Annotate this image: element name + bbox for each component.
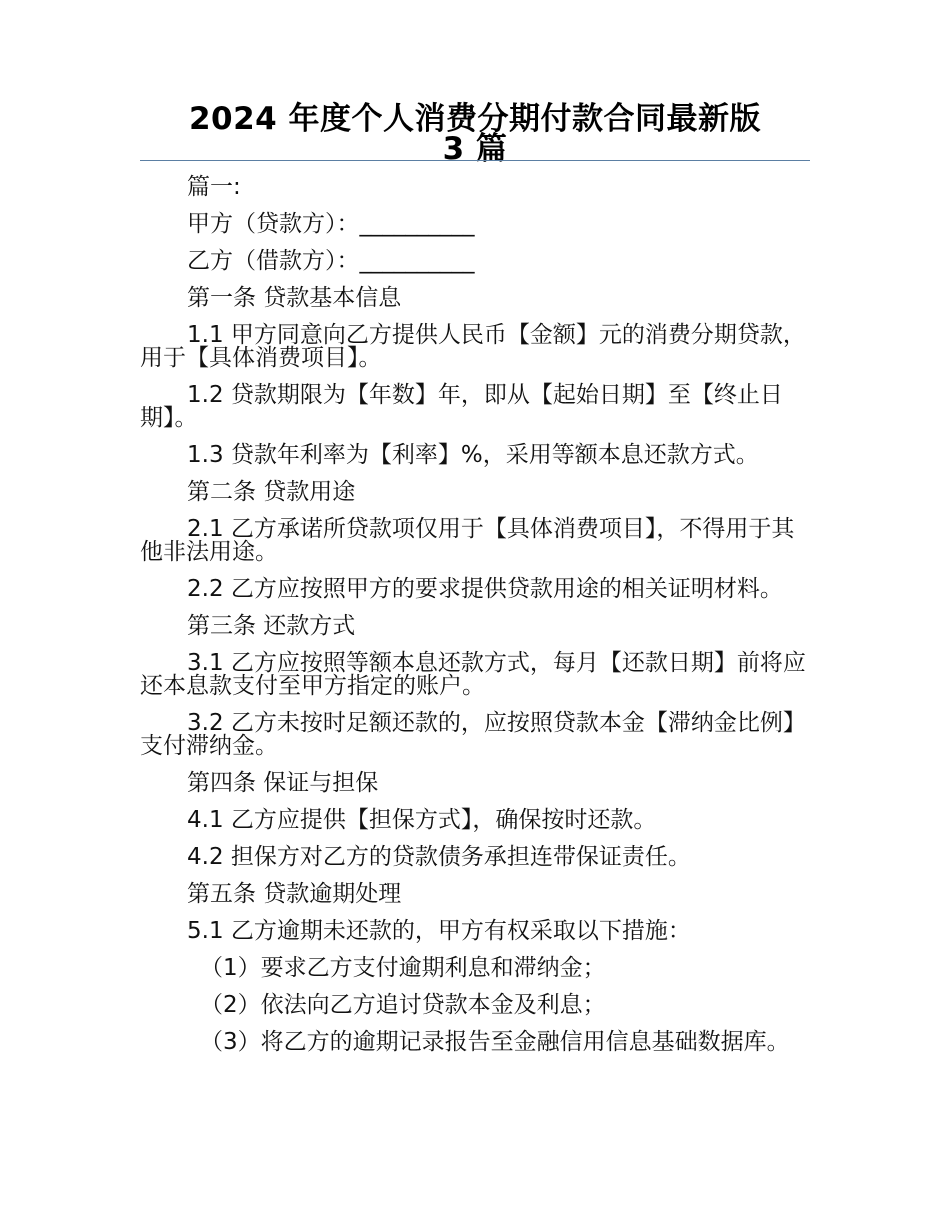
clause-paragraph: 1.2 贷款期限为【年数】年，即从【起始日期】至【终止日期】。 (140, 382, 783, 431)
sub-clause-item: （1）要求乙方支付逾期利息和滞纳金； (200, 955, 606, 981)
document-title (140, 101, 810, 167)
clause-paragraph: 5.1 乙方逾期未还款的，甲方有权采取以下措施： (187, 918, 691, 944)
clause-paragraph: 3.1 乙方应按照等额本息还款方式，每月【还款日期】前将应还本息款支付至甲方指定的账户。 (140, 650, 806, 699)
clause-paragraph: 4.2 担保方对乙方的贷款债务承担连带保证责任。 (187, 844, 691, 870)
party-b-line: 乙方（借款方）：__________ (187, 248, 475, 274)
document-title-line-2: 3 篇 (442, 131, 508, 167)
article-heading: 第三条 还款方式 (187, 613, 356, 639)
section-label: 篇一: (187, 174, 241, 200)
clause-paragraph: 1.3 贷款年利率为【利率】%，采用等额本息还款方式。 (187, 442, 759, 468)
title-divider (140, 160, 810, 161)
article-heading: 第五条 贷款逾期处理 (187, 881, 402, 907)
clause-paragraph: 1.1 甲方同意向乙方提供人民币【金额】元的消费分期贷款，用于【具体消费项目】。 (140, 322, 806, 371)
clause-paragraph: 2.1 乙方承诺所贷款项仅用于【具体消费项目】，不得用于其他非法用途。 (140, 516, 795, 565)
clause-paragraph: 2.2 乙方应按照甲方的要求提供贷款用途的相关证明材料。 (187, 576, 783, 602)
article-heading: 第四条 保证与担保 (187, 770, 379, 796)
sub-clause-item: （3）将乙方的逾期记录报告至金融信用信息基础数据库。 (200, 1029, 790, 1055)
article-heading: 第一条 贷款基本信息 (187, 285, 402, 311)
article-heading: 第二条 贷款用途 (187, 479, 356, 505)
document-body (140, 176, 810, 1068)
clause-paragraph: 3.2 乙方未按时足额还款的，应按照贷款本金【滞纳金比例】支付滞纳金。 (140, 710, 806, 759)
sub-clause-item: （2）依法向乙方追讨贷款本金及利息； (200, 992, 606, 1018)
document-title-line-1: 2024 年度个人消费分期付款合同最新版 (188, 101, 762, 137)
clause-paragraph: 4.1 乙方应提供【担保方式】，确保按时还款。 (187, 807, 657, 833)
party-a-line: 甲方（贷款方）：__________ (187, 211, 475, 237)
